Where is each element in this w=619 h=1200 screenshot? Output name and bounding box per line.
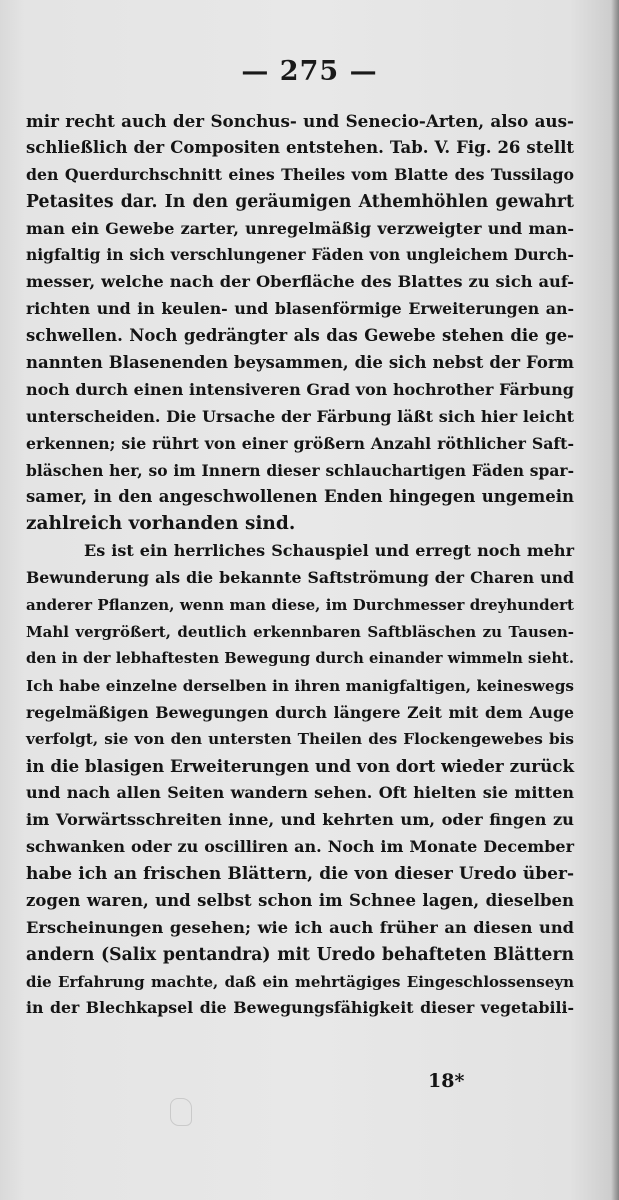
text-line: messer, welche nach der Oberfläche des Blattes zu sich auf-	[26, 272, 574, 292]
text-line: Mahl vergrößert, deutlich erkennbaren Saftbläschen zu Tausen-	[26, 622, 574, 641]
text-line: und nach allen Seiten wandern sehen. Oft hielten sie mitten	[26, 783, 574, 803]
text-line: erkennen; sie rührt von einer größern Anzahl röthlicher Saft-	[26, 433, 574, 453]
paragraph-2	[26, 538, 574, 1022]
text-line: bläschen her, so im Innern dieser schlauchartigen Fäden spar-	[26, 460, 574, 480]
text-line: nannten Blasenenden beysammen, die sich nebst der Form	[26, 353, 574, 373]
text-line: samer, in den angeschwollenen Enden hingegen ungemein	[26, 487, 574, 507]
text-line: schwellen. Noch gedrängter als das Gewebe stehen die ge-	[26, 326, 574, 346]
text-line: in der Blechkapsel die Bewegungsfähigkeit dieser vegetabili-	[26, 998, 574, 1018]
text-line: zahlreich vorhanden sind.	[26, 513, 296, 535]
text-line: habe ich an frischen Blättern, die von dieser Uredo über-	[26, 863, 574, 884]
text-line: schließlich der Compositen entstehen. Tab. V. Fig. 26 stellt	[26, 137, 574, 157]
text-line: anderer Pflanzen, wenn man diese, im Durchmesser dreyhundert	[26, 596, 574, 615]
text-line: unterscheiden. Die Ursache der Färbung läßt sich hier leicht	[26, 406, 574, 426]
text-line: schwanken oder zu oscilliren an. Noch im Monate December	[26, 837, 574, 857]
paragraph-1	[26, 108, 574, 538]
body-text	[26, 108, 574, 1022]
text-line: im Vorwärtsschreiten inne, und kehrten um, oder fingen zu	[26, 810, 574, 830]
text-line: Es ist ein herrliches Schauspiel und erregt noch mehr	[84, 541, 574, 561]
text-line: die Erfahrung machte, daß ein mehrtägiges Eingeschlossenseyn	[26, 972, 574, 991]
text-line: in die blasigen Erweiterungen und von dort wieder zurück	[26, 756, 575, 777]
text-line: Bewunderung als die bekannte Saftströmung der Charen und	[26, 568, 574, 588]
text-line: regelmäßigen Bewegungen durch längere Zeit mit dem Auge	[26, 702, 574, 722]
page-edge-shadow	[611, 0, 619, 1200]
text-line: den in der lebhaftesten Bewegung durch einander wimmeln sieht.	[26, 649, 574, 667]
text-line: nigfaltig in sich verschlungener Fäden von ungleichem Durch-	[26, 245, 574, 265]
text-line: Ich habe einzelne derselben in ihren manigfaltigen, keineswegs	[26, 676, 574, 695]
page-number-header: — 275 —	[241, 56, 378, 87]
text-line: den Querdurchschnitt eines Theiles vom Blatte des Tussilago	[26, 164, 574, 184]
text-line: Petasites dar. In den geräumigen Athemhöhlen gewahrt	[26, 191, 574, 212]
text-line: Erscheinungen gesehen; wie ich auch früher an diesen und	[26, 917, 574, 937]
text-line: verfolgt, sie von den untersten Theilen des Flockengewebes bis	[26, 730, 574, 749]
text-line: man ein Gewebe zarter, unregelmäßig verzweigter und man-	[26, 218, 574, 238]
text-line: zogen waren, und selbst schon im Schnee lagen, dieselben	[26, 890, 574, 910]
text-line: richten und in keulen- und blasenförmige Erweiterungen an-	[26, 299, 574, 319]
signature-mark: 18*	[428, 1070, 465, 1092]
paper-smudge	[170, 1098, 192, 1126]
text-line: andern (Salix pentandra) mit Uredo behafteten Blättern	[26, 944, 574, 965]
text-line: noch durch einen intensiveren Grad von hochrother Färbung	[26, 379, 574, 399]
text-line: mir recht auch der Sonchus- und Senecio-Arten, also aus-	[26, 111, 574, 131]
